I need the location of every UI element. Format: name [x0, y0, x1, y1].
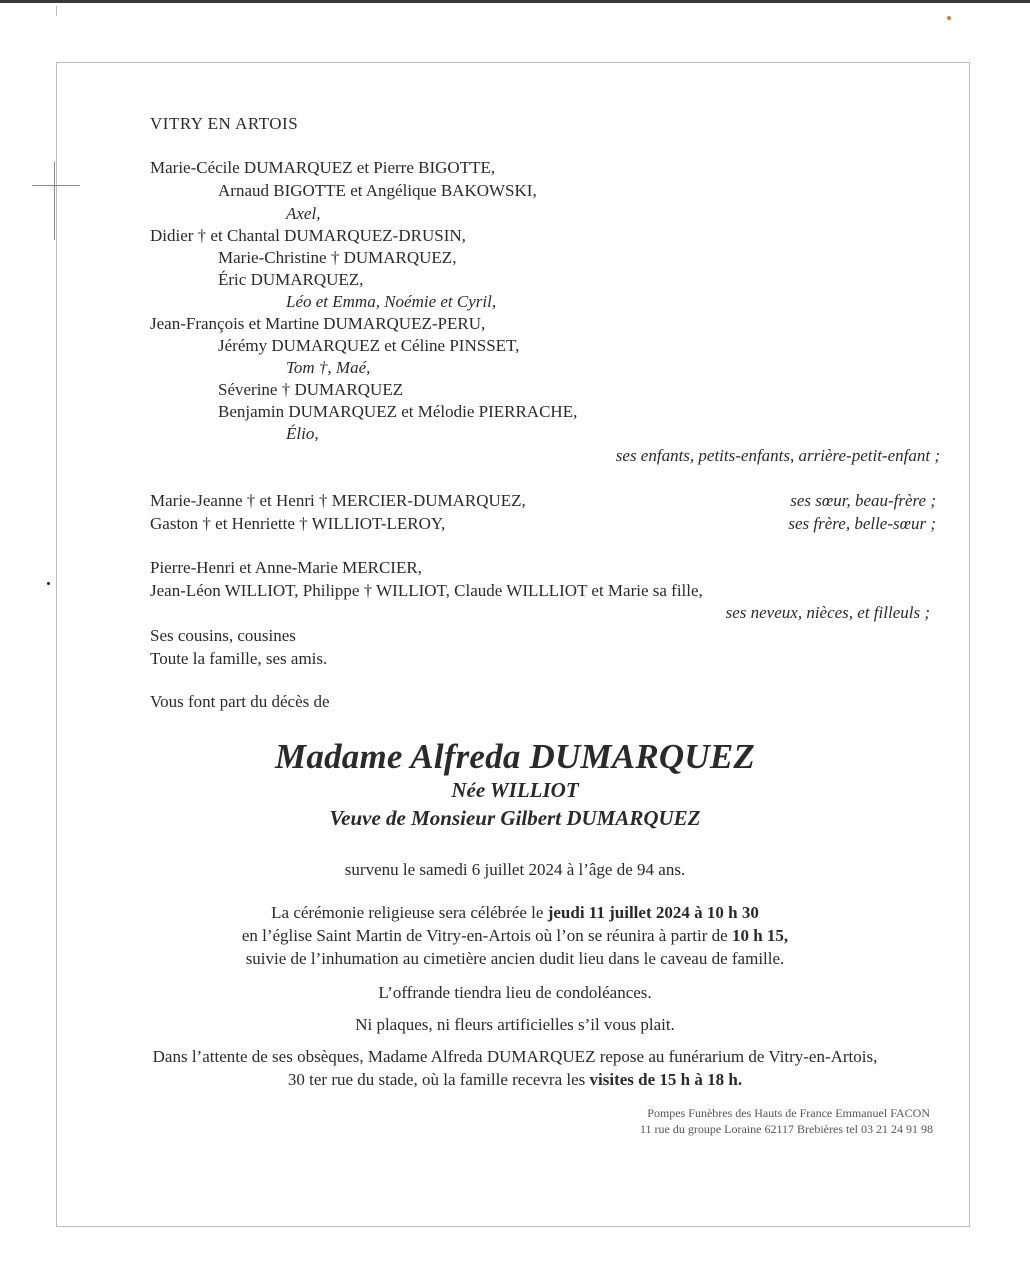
family-line: Léo et Emma, Noémie et Cyril,: [286, 292, 497, 311]
deceased-maiden-name: Née WILLIOT: [451, 778, 579, 802]
family-line: Marie-Cécile DUMARQUEZ et Pierre BIGOTTE,: [150, 158, 496, 177]
no-flowers-text: Ni plaques, ni fleurs artificielles s’il vous plait.: [355, 1015, 675, 1034]
family-line: Élio,: [286, 424, 319, 443]
ceremony-line-2: en l’église Saint Martin de Vitry-en-Artois où l’on se réunira à partir de 10 h 15,: [241, 926, 789, 945]
cross-icon-horizontal: [32, 185, 80, 186]
scan-speck-left: [47, 582, 50, 585]
ceremony-line-3: suivie de l’inhumation au cimetière ancien dudit lieu dans le caveau de famille.: [245, 949, 785, 968]
announce-text: Vous font part du décès de: [150, 692, 330, 711]
deceased-name: Madame Alfreda DUMARQUEZ: [275, 737, 755, 776]
ceremony-line-1: La cérémonie religieuse sera célébrée le jeudi 11 juillet 2024 à 10 h 30: [271, 903, 759, 922]
sibling-role: ses sœur, beau-frère ;: [790, 491, 936, 510]
family-line: Jean-François et Martine DUMARQUEZ-PERU,: [150, 314, 486, 333]
nephews-role: ses neveux, nièces, et filleuls ;: [725, 603, 930, 622]
scan-speck: [947, 16, 951, 20]
nephews-line: Jean-Léon WILLIOT, Philippe † WILLIOT, Claude WILLLIOT et Marie sa fille,: [150, 581, 703, 600]
family-line: Didier † et Chantal DUMARQUEZ-DRUSIN,: [150, 226, 466, 245]
funerarium-line-2: 30 ter rue du stade, où la famille recevra les visites de 15 h à 18 h.: [287, 1070, 743, 1089]
deceased-widow-of: Veuve de Monsieur Gilbert DUMARQUEZ: [329, 806, 701, 830]
family-line: Séverine † DUMARQUEZ: [218, 380, 404, 399]
family-line: Jérémy DUMARQUEZ et Céline PINSSET,: [218, 336, 520, 355]
family-line: Axel,: [286, 204, 321, 223]
family-line: Arnaud BIGOTTE et Angélique BAKOWSKI,: [218, 181, 537, 200]
sibling-role: ses frère, belle-sœur ;: [788, 514, 936, 533]
nephews-line: Pierre-Henri et Anne-Marie MERCIER,: [150, 558, 422, 577]
sibling-names: Marie-Jeanne † et Henri † MERCIER-DUMARQUEZ,: [150, 491, 526, 510]
others-line: Ses cousins, cousines: [150, 626, 296, 645]
offering-text: L’offrande tiendra lieu de condoléances.: [378, 983, 652, 1002]
family-line: Benjamin DUMARQUEZ et Mélodie PIERRACHE,: [218, 402, 578, 421]
family-line: Éric DUMARQUEZ,: [218, 270, 364, 289]
town-heading: VITRY EN ARTOIS: [150, 114, 299, 133]
funeral-home-name: Pompes Funèbres des Hauts de France Emmanuel FACON: [647, 1106, 930, 1120]
family-line: Marie-Christine † DUMARQUEZ,: [218, 248, 457, 267]
funerarium-line-1: Dans l’attente de ses obsèques, Madame Alfreda DUMARQUEZ repose au funérarium de Vitry-en-Artois,: [152, 1047, 878, 1066]
sibling-names: Gaston † et Henriette † WILLIOT-LEROY,: [150, 514, 446, 533]
others-line: Toute la famille, ses amis.: [150, 649, 328, 668]
scan-edge: [0, 0, 1030, 3]
scan-mark: [56, 6, 57, 16]
cross-icon-vertical: [54, 162, 55, 240]
children-role: ses enfants, petits-enfants, arrière-petit-enfant ;: [615, 446, 940, 465]
family-line: Tom †, Maé,: [286, 358, 371, 377]
death-info: survenu le samedi 6 juillet 2024 à l’âge de 94 ans.: [344, 860, 686, 879]
funeral-home-address: 11 rue du groupe Loraine 62117 Brebières tel 03 21 24 91 98: [639, 1122, 933, 1136]
